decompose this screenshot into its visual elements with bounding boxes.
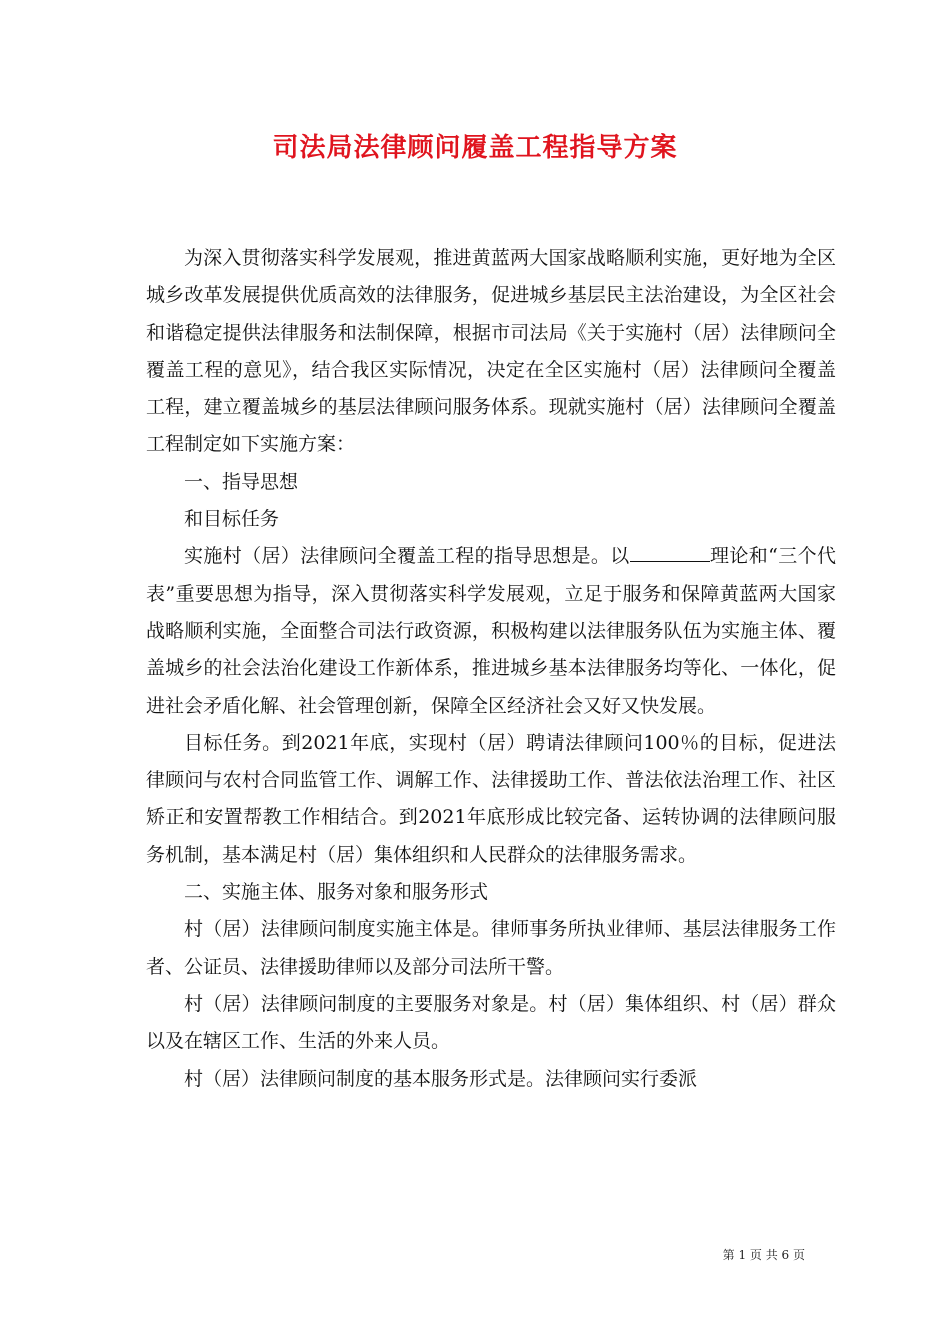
paragraph-intro: 为深入贯彻落实科学发展观，推进黄蓝两大国家战略顺利实施，更好地为全区城乡改革发展提供优质高效的法律服务，促进城乡基层民主法治建设，为全区社会和谐稳定提供法律服务和法制保障，根据市司法局《关于实施村（居）法律顾问全覆盖工程的意见》，结合我区实际情况，决定在全区实施村（居）法律顾问全覆盖工程，建立覆盖城乡的基层法律顾问服务体系。现就实施村（居）法律顾问全覆盖工程制定如下实施方案： [146,247,836,456]
heading-implementation: 二、实施主体、服务对象和服务形式 [184,881,489,904]
paragraph-guiding-thought [146,538,836,724]
paragraph-implementation-subject: 村（居）法律顾问制度实施主体是。律师事务所执业律师、基层法律服务工作者、公证员、法律援助律师以及部分司法所干警。 [146,918,836,978]
paragraph-service-objects: 村（居）法律顾问制度的主要服务对象是。村（居）集体组织、村（居）群众以及在辖区工作、生活的外来人员。 [146,992,836,1053]
paragraph-guiding-thought-pre: 实施村（居）法律顾问全覆盖工程的指导思想是。以 [184,545,630,568]
page-footer: 第 1 页 共 6 页 [722,1248,805,1262]
heading-guiding-thought-cont: 和目标任务 [184,508,280,531]
heading-guiding-thought: 一、指导思想 [184,470,299,493]
blank-underline [630,541,710,562]
document-body [146,240,836,1098]
paragraph-guiding-thought-post: 理论和“三个代表”重要思想为指导，深入贯彻落实科学发展观，立足于服务和保障黄蓝两大国家战略顺利实施，全面整合司法行政资源，积极构建以法律服务队伍为实施主体、覆盖城乡的社会法治化建设工作新体系，推进城乡基本法律服务均等化、一体化，促进社会矛盾化解、社会管理创新，保障全区经济社会又好又快发展。 [146,545,836,717]
paragraph-service-form: 村（居）法律顾问制度的基本服务形式是。法律顾问实行委派 [184,1067,698,1090]
paragraph-target-tasks: 目标任务。到2021年底，实现村（居）聘请法律顾问100％的目标，促进法律顾问与农村合同监管工作、调解工作、法律援助工作、普法依法治理工作、社区矫正和安置帮教工作相结合。到2021年底形成比较完备、运转协调的法律顾问服务机制，基本满足村（居）集体组织和人民群众的法律服务需求。 [146,731,836,866]
document-title: 司法局法律顾问履盖工程指导方案 [272,133,678,163]
